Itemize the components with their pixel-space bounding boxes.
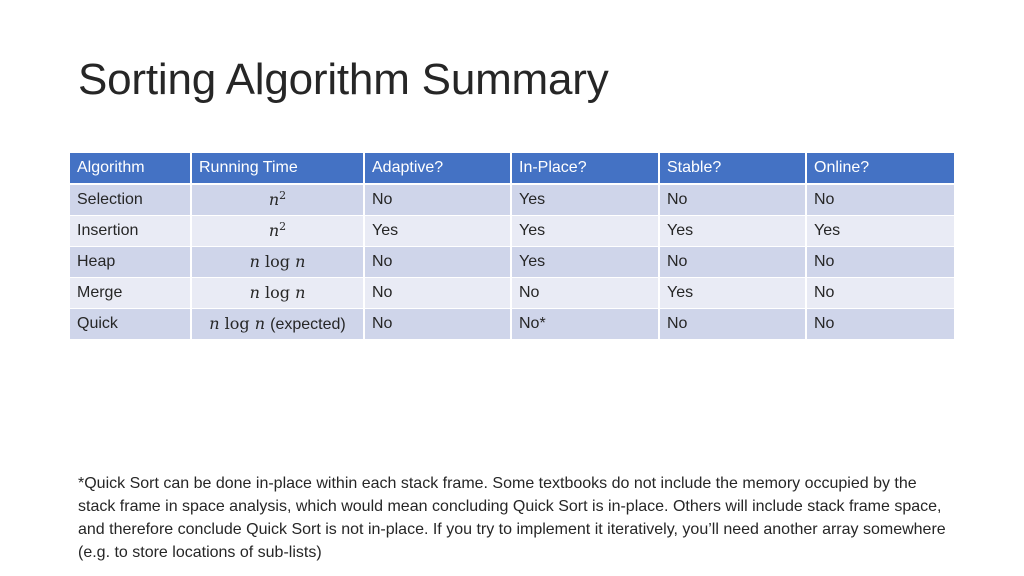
header-in-place: In-Place? — [511, 153, 659, 184]
cell-running-time — [191, 215, 364, 246]
cell-online: No — [806, 184, 954, 215]
math-var: n — [209, 313, 220, 333]
cell-algorithm: Quick — [70, 308, 191, 339]
header-running-time: Running Time — [191, 153, 364, 184]
cell-in-place: Yes — [511, 215, 659, 246]
cell-stable: No — [659, 184, 806, 215]
math-var: n — [295, 252, 306, 271]
math-var: n — [295, 283, 306, 302]
cell-in-place: No — [511, 277, 659, 308]
cell-stable: Yes — [659, 277, 806, 308]
table-row — [70, 246, 954, 277]
cell-adaptive: No — [364, 246, 511, 277]
math-var: n — [249, 283, 260, 302]
math-fn: log — [265, 283, 290, 302]
math-exponent: 2 — [279, 189, 287, 203]
cell-online: No — [806, 308, 954, 339]
cell-running-time — [191, 277, 364, 308]
header-online: Online? — [806, 153, 954, 184]
math-fn: log — [265, 252, 290, 271]
math-var: n — [249, 252, 260, 271]
cell-stable: No — [659, 308, 806, 339]
math-var: n — [268, 190, 280, 210]
cell-running-time — [191, 246, 364, 277]
cell-online: Yes — [806, 215, 954, 246]
cell-running-time — [191, 184, 364, 215]
cell-algorithm: Insertion — [70, 215, 191, 246]
header-algorithm: Algorithm — [70, 153, 191, 184]
table-row — [70, 308, 954, 339]
cell-online: No — [806, 246, 954, 277]
cell-stable: No — [659, 246, 806, 277]
cell-online: No — [806, 277, 954, 308]
cell-in-place: Yes — [511, 246, 659, 277]
cell-in-place: Yes — [511, 184, 659, 215]
math-var: n — [254, 313, 266, 333]
header-adaptive: Adaptive? — [364, 153, 511, 184]
cell-algorithm: Merge — [70, 277, 191, 308]
math-note: (expected) — [270, 315, 346, 333]
cell-in-place: No* — [511, 308, 659, 339]
algorithm-summary-table — [70, 153, 954, 340]
math-exponent: 2 — [279, 220, 287, 233]
table-header-row — [70, 153, 954, 184]
header-stable: Stable? — [659, 153, 806, 184]
table-row — [70, 215, 954, 246]
cell-adaptive: Yes — [364, 215, 511, 246]
cell-adaptive: No — [364, 184, 511, 215]
cell-algorithm: Selection — [70, 184, 191, 215]
math-fn: log — [224, 313, 250, 333]
footnote: *Quick Sort can be done in-place within each stack frame. Some textbooks do not include the memory occupied by the stack frame in space analysis, which would mean concluding Quick Sort is in-place. Others will include stack frame space, and therefore conclude Quick Sort is not in-place. If you try to implement it iteratively, you’ll need another array somewhere (e.g. to store locations of sub-lists) — [78, 475, 946, 561]
cell-running-time — [191, 308, 364, 339]
cell-algorithm: Heap — [70, 246, 191, 277]
cell-adaptive: No — [364, 308, 511, 339]
cell-adaptive: No — [364, 277, 511, 308]
slide-title: Sorting Algorithm Summary — [78, 55, 609, 104]
math-var: n — [268, 221, 280, 240]
table-row — [70, 184, 954, 215]
table-row — [70, 277, 954, 308]
cell-stable: Yes — [659, 215, 806, 246]
